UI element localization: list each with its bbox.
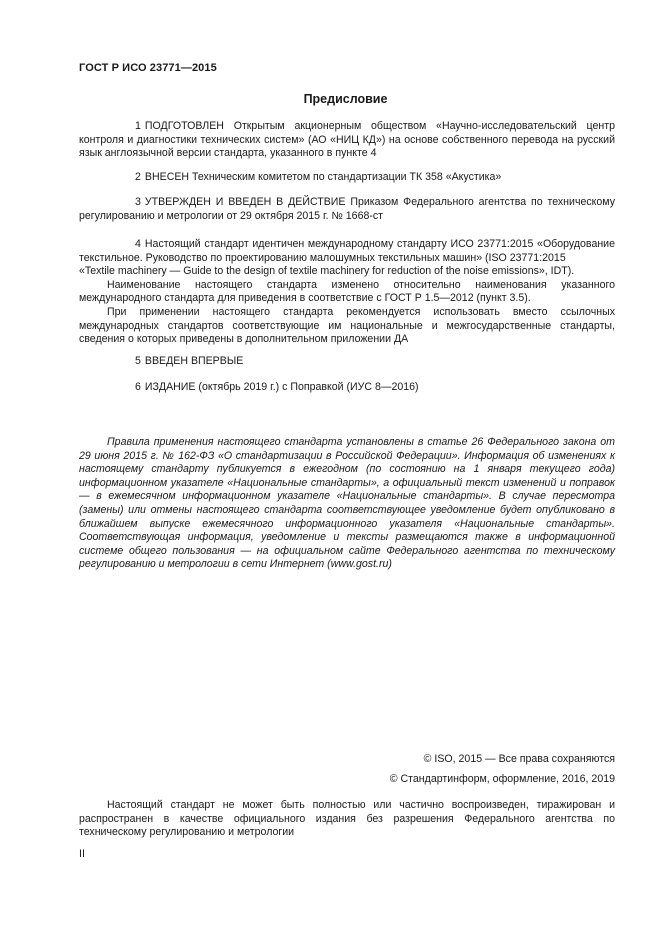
item-paragraph-name-change: Наименование настоящего стандарта изменено относительно наименования указанного международного стандарта для приведения в соответствие с ГОСТ Р 1.5—2012 (пункт 3.5). [79,278,615,305]
item-paragraph [79,381,615,395]
page-number: II [79,848,85,860]
item-number: 2 [135,171,141,183]
item-text: ВВЕДЕН ВПЕРВЫЕ [144,355,244,367]
foreword-item-5 [79,355,615,369]
foreword-item-4 [79,238,615,347]
item-text: ВНЕСЕН Техническим комитетом по стандартизации ТК 358 «Акустика» [144,171,502,183]
item-number: 4 [135,238,141,250]
item-text: ПОДГОТОВЛЕН Открытым акционерным обществом «Научно-исследовательский центр контроля и диагностики технических систем» (АО «НИЦ КД») на основе собственного перевода на русский язык англоязычной версии стандарта, указанного в пункте 4 [79,120,615,160]
item-number: 5 [135,355,141,367]
foreword-item-1 [79,120,615,161]
foreword-item-3 [79,196,615,223]
item-paragraph [79,238,615,265]
item-paragraph-references: При применении настоящего стандарта рекомендуется использовать вместо ссылочных международных стандартов соответствующие им национальные и межгосударственные стандарты, сведения о которых приведены в дополнительном приложении ДА [79,305,615,346]
reproduction-notice: Настоящий стандарт не может быть полностью или частично воспроизведен, тиражирован и распространен в качестве официального издания без разрешения Федерального агентства по техническому регулированию и метрологии [79,799,615,839]
item-paragraph [79,171,615,185]
copyright-iso: © ISO, 2015 — Все права сохраняются [423,753,615,765]
document-code: ГОСТ Р ИСО 23771—2015 [79,62,217,74]
item-paragraph-continued: «Textile machinery — Guide to the design of textile machinery for reduction of the noise emissions», IDT). [79,265,575,278]
item-paragraph [79,355,615,369]
item-paragraph [79,196,615,223]
item-paragraph [79,120,615,161]
item-number: 1 [135,120,141,132]
foreword-item-2 [79,171,615,185]
standard-application-notice: Правила применения настоящего стандарта установлены в статье 26 Федерального закона от 29 июня 2015 г. № 162-ФЗ «О стандартизации в Российской Федерации». Информация об изменениях к настоящему стандарту публикуется в ежегодном (по состоянию на 1 января текущего года) информационном указателе «Национальные стандарты», а официальный текст изменений и поправок — в ежемесячном информационном указателе «Национальные стандарты». В случае пересмотра (замены) или отмены настоящего стандарта соответствующее уведомление будет опубликовано в ближайшем выпуске ежемесячного информационного указателя «Национальные стандарты». Соответствующая информация, уведомление и тексты размещаются также в информационной системе общего пользования — на официальном сайте Федерального агентства по техническому регулированию и метрологии в сети Интернет (www.gost.ru) [79,436,615,571]
item-number: 6 [135,381,141,393]
page-title: Предисловие [303,92,388,106]
foreword-item-6 [79,381,615,395]
item-text: ИЗДАНИЕ (октябрь 2019 г.) с Поправкой (ИУС 8—2016) [144,381,419,393]
item-text: Настоящий стандарт идентичен международному стандарту ИСО 23771:2015 «Оборудование текстильное. Руководство по проектированию малошумных текстильных машин» (ISO 23771:2015 [79,238,615,264]
copyright-standartinform: © Стандартинформ, оформление, 2016, 2019 [389,773,615,785]
item-text: УТВЕРЖДЕН И ВВЕДЕН В ДЕЙСТВИЕ Приказом Федерального агентства по техническому регулированию и метрологии от 29 октября 2015 г. № 1668-ст [79,196,615,222]
item-number: 3 [135,196,141,208]
